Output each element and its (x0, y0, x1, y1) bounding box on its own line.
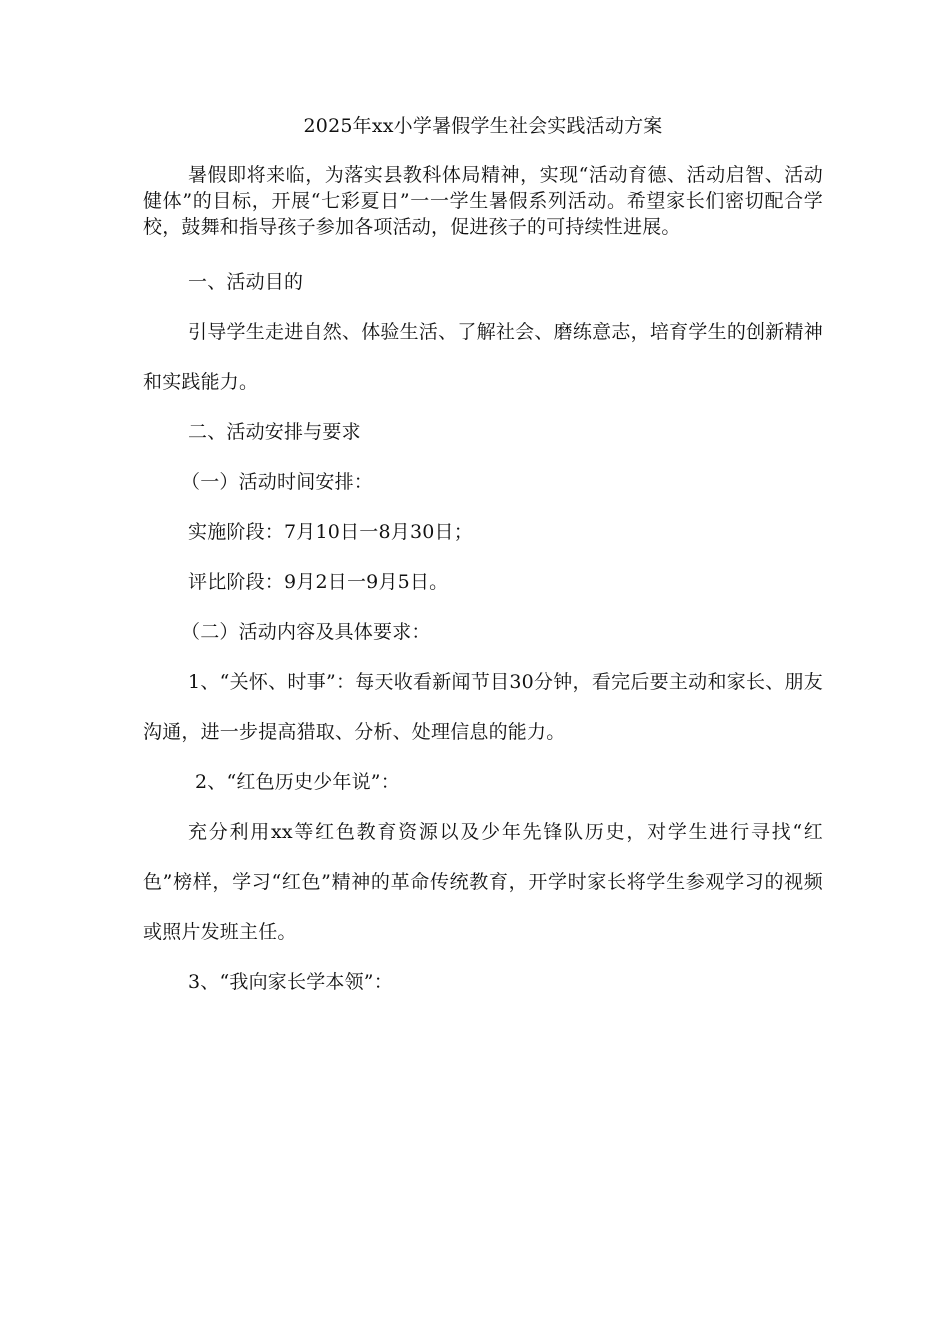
section-heading-arrangement: 二、活动安排与要求 (188, 421, 361, 443)
item-red-history-paragraph: 充分利用xx等红色教育资源以及少年先锋队历史，对学生进行寻找“红色”榜样，学习“红色”精神的革命传统教育，开学时家长将学生参观学习的视频或照片发班主任。 (143, 821, 823, 943)
item-learn-from-parents-heading: 3、“我向家长学本领”： (188, 971, 393, 993)
document-title: 2025年xx小学暑假学生社会实践活动方案 (303, 115, 663, 137)
intro-paragraph: 暑假即将来临，为落实县教科体局精神，实现“活动育德、活动启智、活动健体”的目标，开展“七彩夏日”一一学生暑假系列活动。希望家长们密切配合学校，鼓舞和指导孩子参加各项活动，促进孩子的可持续性进展。 (143, 164, 823, 238)
purpose-paragraph: 引导学生走进自然、体验生活、了解社会、磨练意志，培育学生的创新精神和实践能力。 (143, 321, 823, 393)
phase-evaluation: 评比阶段：9月2日一9月5日。 (188, 571, 449, 593)
section-heading-purpose: 一、活动目的 (188, 271, 304, 293)
item-red-history-heading: 2、“红色历史少年说”： (195, 771, 400, 793)
document-body (143, 114, 823, 1007)
phase-implementation: 实施阶段：7月10日一8月30日； (188, 521, 473, 543)
item-current-affairs: 1、“关怀、时事”：每天收看新闻节目30分钟，看完后要主动和家长、朋友沟通，进一步提高猎取、分析、处理信息的能力。 (143, 671, 823, 743)
subheading-schedule: （一）活动时间安排： (181, 471, 374, 493)
subheading-content: （二）活动内容及具体要求： (181, 621, 431, 643)
